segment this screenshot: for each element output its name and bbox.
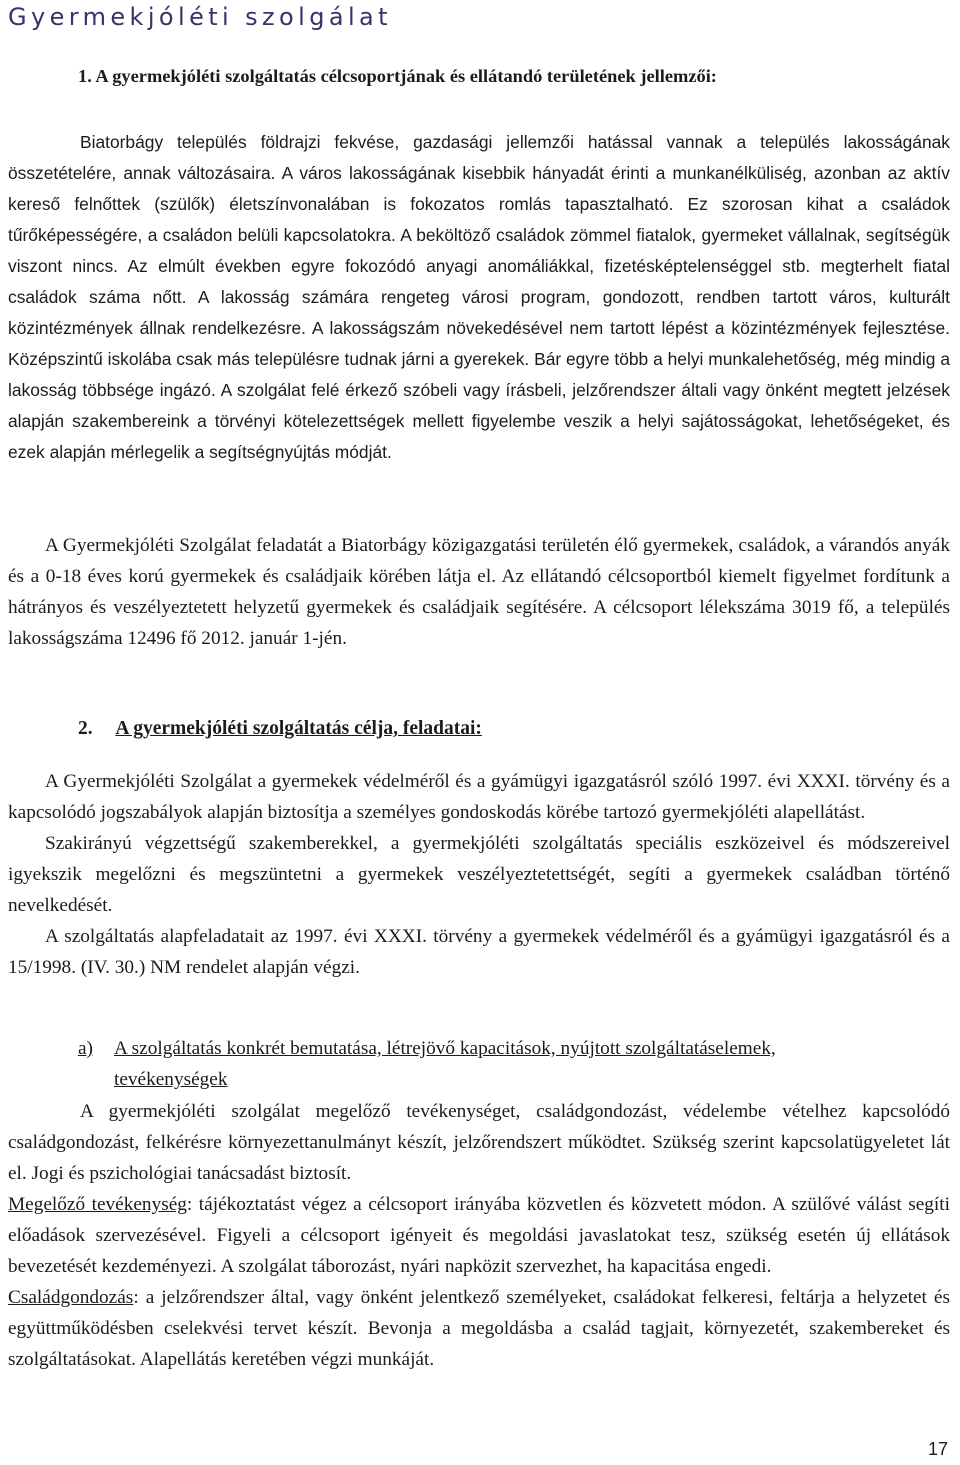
section-1-body xyxy=(8,127,950,468)
prevention-label: Megelőző tevékenység xyxy=(8,1194,187,1215)
subsection-a-letter: a) xyxy=(78,1038,93,1059)
family-care-text: : a jelzőrendszer által, vagy önként jelentkező személyeket, családokat felkeresi, feltárja a helyzetet és együttműködésben cselekvési tervet készít. Bevonja a megoldásba a család tagjait, környezetét, szakembereket és szolgáltatásokat. Alapellátás keretében végzi munkáját. xyxy=(8,1287,950,1370)
family-care-label: Családgondozás xyxy=(8,1287,134,1308)
section-2-title: A gyermekjóléti szolgáltatás célja, feladatai: xyxy=(115,718,482,739)
section-2-number: 2. xyxy=(78,718,93,739)
subsection-a-heading xyxy=(78,1033,952,1095)
section-2-paragraph-1: A Gyermekjóléti Szolgálat a gyermekek védelméről és a gyámügyi igazgatásról szóló 1997. évi XXXI. törvény és a kapcsolódó jogszabályok alapján biztosítja a személyes gondoskodás körébe tartozó gyermekjóléti alapellátást. xyxy=(8,771,950,823)
subsection-a-title-line-1: A szolgáltatás konkrét bemutatása, létrejövő kapacitások, nyújtott szolgáltatáselemek, xyxy=(114,1038,776,1059)
section-2-paragraph-3: A szolgáltatás alapfeladatait az 1997. évi XXXI. törvény a gyermekek védelméről és a gyámügyi igazgatásról és a 15/1998. (IV. 30.) NM rendelet alapján végzi. xyxy=(8,926,950,978)
subsection-a-paragraph-1: A gyermekjóléti szolgálat megelőző tevékenységet, családgondozást, védelembe vételhez kapcsolódó családgondozást, felkérésre környezettanulmányt készít, jelzőrendszert működtet. Szükség szerint kapcsolatügyeletet lát el. Jogi és pszichológiai tanácsadást biztosít. xyxy=(8,1101,950,1184)
page-number: 17 xyxy=(927,1439,948,1459)
subsection-a-title-line-2: tevékenységek xyxy=(114,1069,228,1090)
section-1-body-continued xyxy=(8,530,950,654)
prevention-text: : tájékoztatást végez a célcsoport irányába közvetlen és közvetett módon. A szülővé válást segíti előadások szervezésével. Figyeli a célcsoport igényeit és megoldási javaslatokat tesz, szükség esetén új ellátások bevezetését kezdeményezi. A szolgálat táborozást, nyári napközit szervezhet, ha kapacitása engedi. xyxy=(8,1194,951,1277)
subsection-a-body xyxy=(8,1096,950,1375)
section-1-paragraph-1: Biatorbágy település földrajzi fekvése, gazdasági jellemzői hatással vannak a település lakosságának összetételére, annak változásaira. A város lakosságának kisebbik hányadát érinti a munkanélküliség, azonban az aktív kereső felnőttek (szülők) életszínvonalában is fokozatos romlás tapasztalható. Ez szorosan kihat a családok tűrőképességére, a családon belüli kapcsolatokra. A beköltöző családok zömmel fiatalok, gyermeket vállalnak, segítségük viszont nincs. Az elmúlt években egyre fokozódó anyagi anomáliákkal, fizetésképtelenséggel stb. megterhelt fiatal családok száma nőtt. A lakosság számára rengeteg városi program, gondozott, rendben tartott város, kulturált közintézmények állnak rendelkezésre. A lakosságszám növekedésével nem tartott lépést a közintézmények fejlesztése. Középszintű iskolába csak más településre tudnak járni a gyerekek. Bár egyre több a helyi munkalehetőség, még mindig a lakosság többsége ingázó. A szolgálat felé érkező szóbeli vagy írásbeli, jelzőrendszer általi vagy önként megtett jelzések alapján szakembereink a törvényi kötelezettségek mellett figyelembe veszik a helyi sajátosságokat, lehetőségeket, és ezek alapján mérlegelik a segítségnyújtás módját. xyxy=(8,132,950,462)
prevention-paragraph xyxy=(8,1189,950,1282)
section-2-heading xyxy=(78,718,482,740)
section-2-paragraph-2: Szakirányú végzettségű szakemberekkel, a gyermekjóléti szolgáltatás speciális eszközeivel és módszereivel igyekszik megelőzni és megszüntetni a gyermekek veszélyeztetettségét, segíti a gyermekek családban történő nevelkedését. xyxy=(8,833,950,916)
section-2-body xyxy=(8,766,950,983)
family-care-paragraph xyxy=(8,1282,950,1375)
document-title: Gyermekjóléti szolgálat xyxy=(8,3,392,31)
section-1-heading: 1. A gyermekjóléti szolgáltatás célcsoportjának és ellátandó területének jellemzői: xyxy=(78,66,717,86)
section-1-paragraph-2: A Gyermekjóléti Szolgálat feladatát a Biatorbágy közigazgatási területén élő gyermekek, családok, a várandós anyák és a 0-18 éves korú gyermekek és családjaik körében látja el. Az ellátandó célcsoportból kiemelt figyelmet fordítunk a hátrányos és veszélyeztetett helyzetű gyermekek és családjaik segítésére. A célcsoport lélekszáma 3019 fő, a település lakosságszáma 12496 fő 2012. január 1-jén. xyxy=(8,535,950,649)
